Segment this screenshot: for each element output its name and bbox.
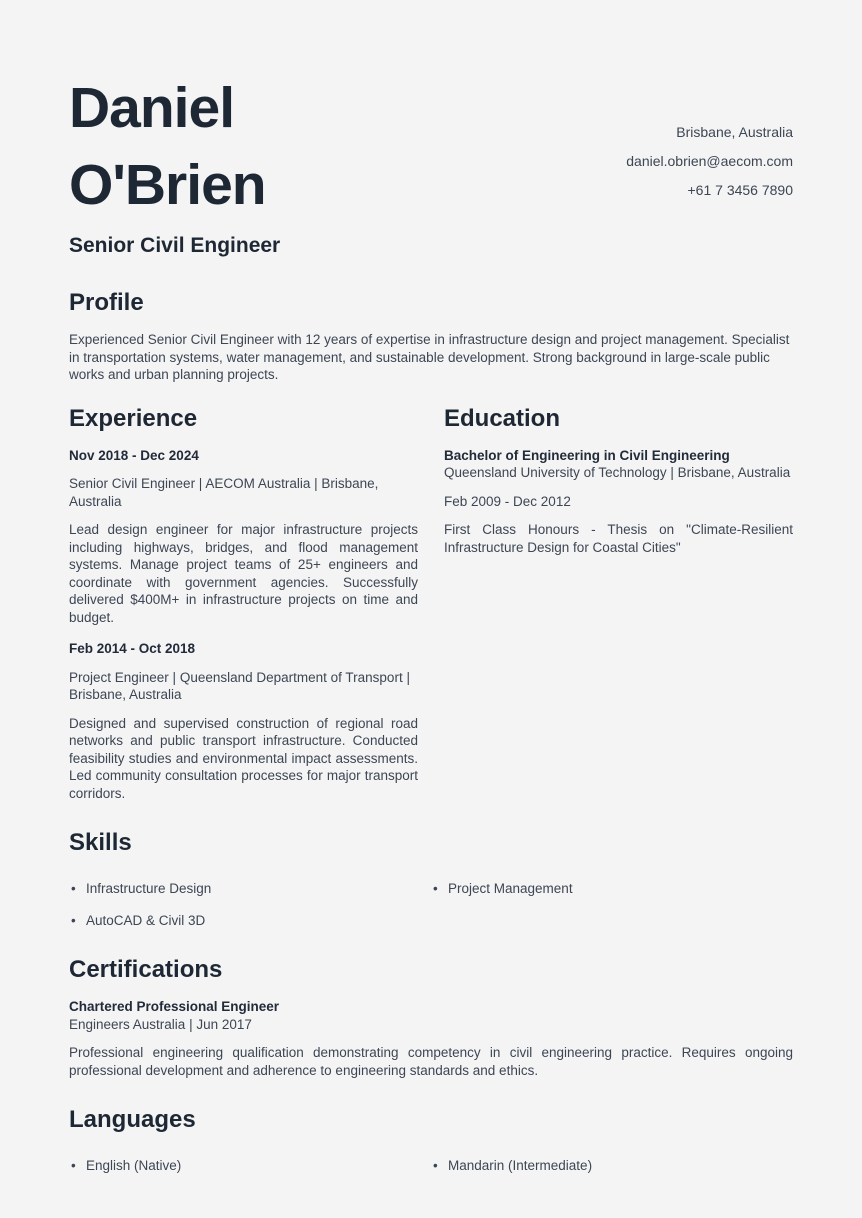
section-education xyxy=(444,404,793,803)
language-item: • Mandarin (Intermediate) xyxy=(431,1157,793,1175)
languages-list xyxy=(69,1148,793,1189)
education-details: First Class Honours - Thesis on "Climate-Resilient Infrastructure Design for Coastal Cities" xyxy=(444,522,793,555)
skills-list xyxy=(69,871,793,929)
person-name xyxy=(69,70,280,224)
education-degree: Bachelor of Engineering in Civil Engineering xyxy=(444,447,730,463)
experience-entry xyxy=(69,640,418,802)
name-first: Daniel xyxy=(69,76,235,140)
header xyxy=(69,0,793,258)
name-block xyxy=(69,70,280,258)
experience-description: Lead design engineer for major infrastructure projects including highways, bridges, and flood management systems. Manage project teams of 25+ engineers and coordinate with government agencies. Successfully delivered $400M+ in infrastructure projects on time and budget. xyxy=(69,522,418,625)
contact-location: Brisbane, Australia xyxy=(676,124,793,140)
skill-item: • Project Management xyxy=(431,880,793,898)
contact-email: daniel.obrien@aecom.com xyxy=(626,153,793,169)
section-experience xyxy=(69,404,418,803)
profile-heading: Profile xyxy=(69,289,144,316)
experience-education-columns xyxy=(69,404,793,803)
certifications-heading: Certifications xyxy=(69,956,223,983)
experience-entry xyxy=(69,447,418,627)
education-entry xyxy=(444,447,793,557)
section-skills xyxy=(69,828,793,929)
experience-dates: Feb 2014 - Oct 2018 xyxy=(69,641,196,656)
certification-issuer: Engineers Australia | Jun 2017 xyxy=(69,1016,252,1032)
skills-heading: Skills xyxy=(69,829,132,856)
certification-description: Professional engineering qualification demonstrating competency in civil engineering practice. Requires ongoing professional development and adherence to engineering standards and ethics. xyxy=(69,1045,793,1078)
contact-block xyxy=(626,70,793,258)
education-heading: Education xyxy=(444,404,561,432)
contact-phone: +61 7 3456 7890 xyxy=(687,182,793,198)
experience-role: Senior Civil Engineer | AECOM Australia | Brisbane, Australia xyxy=(69,476,379,509)
certification-entry xyxy=(69,998,793,1079)
experience-role: Project Engineer | Queensland Department of Transport | Brisbane, Australia xyxy=(69,669,410,702)
certification-name: Chartered Professional Engineer xyxy=(69,999,280,1014)
job-title: Senior Civil Engineer xyxy=(69,234,281,257)
section-certifications xyxy=(69,955,793,1079)
name-last: O'Brien xyxy=(69,147,266,224)
skill-item: • Infrastructure Design xyxy=(69,880,431,898)
education-school: Queensland University of Technology | Brisbane, Australia xyxy=(444,465,791,480)
education-dates: Feb 2009 - Dec 2012 xyxy=(444,493,571,509)
experience-description: Designed and supervised construction of regional road networks and public transport infrastructure. Conducted feasibility studies and environmental impact assessments. Led community consultation processes for major transport corridors. xyxy=(69,715,418,801)
experience-heading: Experience xyxy=(69,404,198,432)
language-item: • English (Native) xyxy=(69,1157,431,1175)
experience-dates: Nov 2018 - Dec 2024 xyxy=(69,447,199,463)
section-languages xyxy=(69,1105,793,1189)
section-profile xyxy=(69,288,793,384)
skill-item: • AutoCAD & Civil 3D xyxy=(69,912,431,930)
profile-text: Experienced Senior Civil Engineer with 12 years of expertise in infrastructure design and project management. Specialist in transportation systems, water management, and sustainable development. Strong background in large-scale public works and urban planning projects. xyxy=(69,332,790,382)
languages-heading: Languages xyxy=(69,1106,196,1133)
